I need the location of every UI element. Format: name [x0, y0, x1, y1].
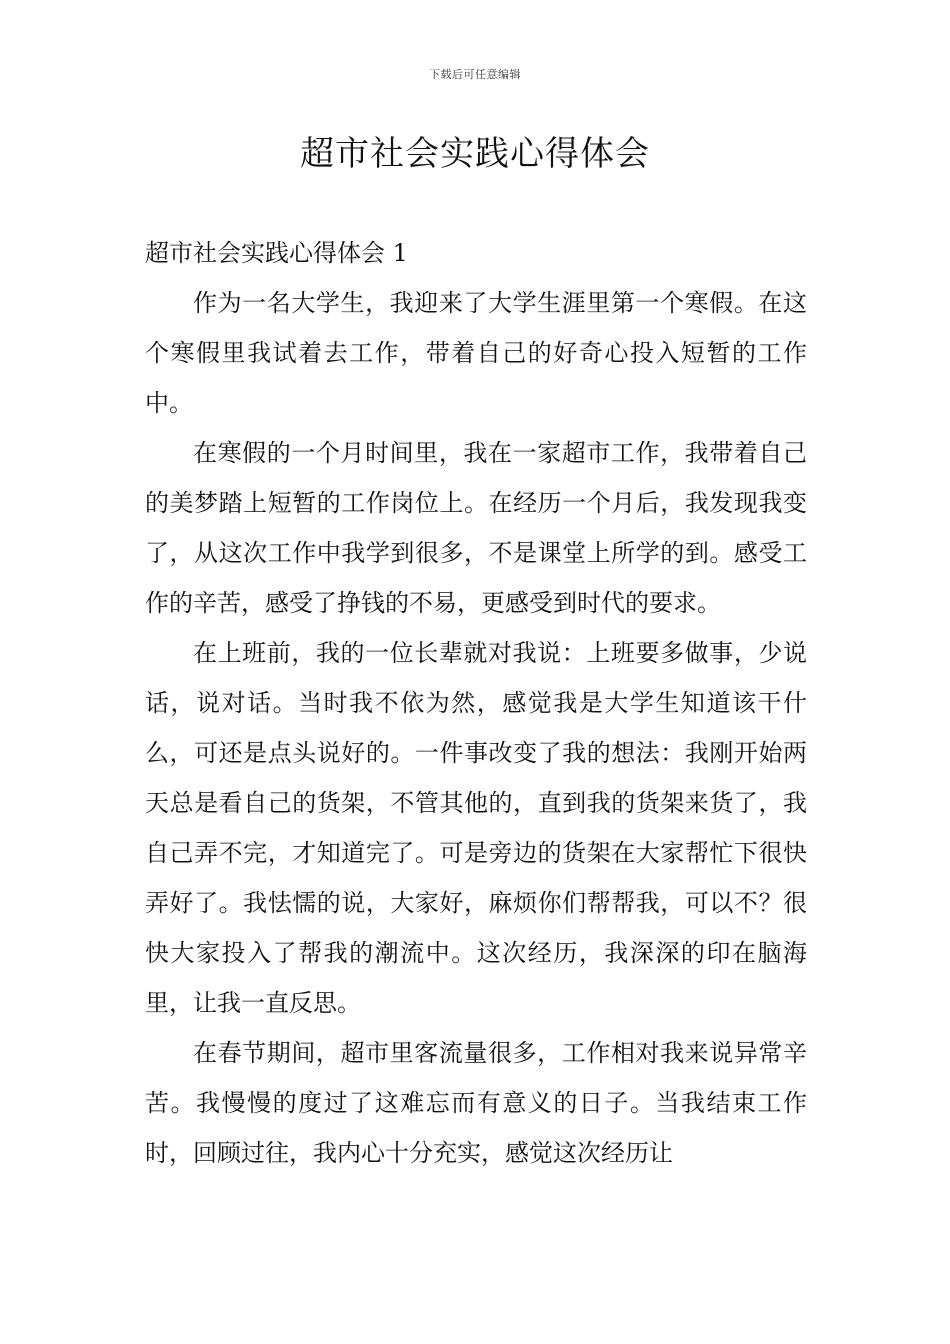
- section-heading: 超市社会实践心得体会 1: [145, 239, 408, 267]
- header-note: 下载后可任意编辑: [429, 68, 521, 81]
- paragraph-2: 在寒假的一个月时间里，我在一家超市工作，我带着自己的美梦踏上短暂的工作岗位上。在经历一个月后，我发现我变了，从这次工作中我学到很多，不是课堂上所学的到。感受工作的辛苦，感受了挣钱的不易，更感受到时代的要求。: [145, 439, 807, 617]
- paragraph-3: 在上班前，我的一位长辈就对我说：上班要多做事，少说话，说对话。当时我不依为然，感觉我是大学生知道该干什么，可还是点头说好的。一件事改变了我的想法：我刚开始两天总是看自己的货架，不管其他的，直到我的货架来货了，我自己弄不完，才知道完了。可是旁边的货架在大家帮忙下很快弄好了。我怯懦的说，大家好，麻烦你们帮帮我，可以不？很快大家投入了帮我的潮流中。这次经历，我深深的印在脑海里，让我一直反思。: [145, 639, 807, 1017]
- paragraph-4: 在春节期间，超市里客流量很多，工作相对我来说异常辛苦。我慢慢的度过了这难忘而有意义的日子。当我结束工作时，回顾过往，我内心十分充实，感觉这次经历让: [145, 1039, 807, 1167]
- document-body: [145, 228, 807, 1178]
- document-title: 超市社会实践心得体会: [300, 134, 650, 174]
- paragraph-1: 作为一名大学生，我迎来了大学生涯里第一个寒假。在这个寒假里我试着去工作，带着自己的好奇心投入短暂的工作中。: [145, 289, 807, 417]
